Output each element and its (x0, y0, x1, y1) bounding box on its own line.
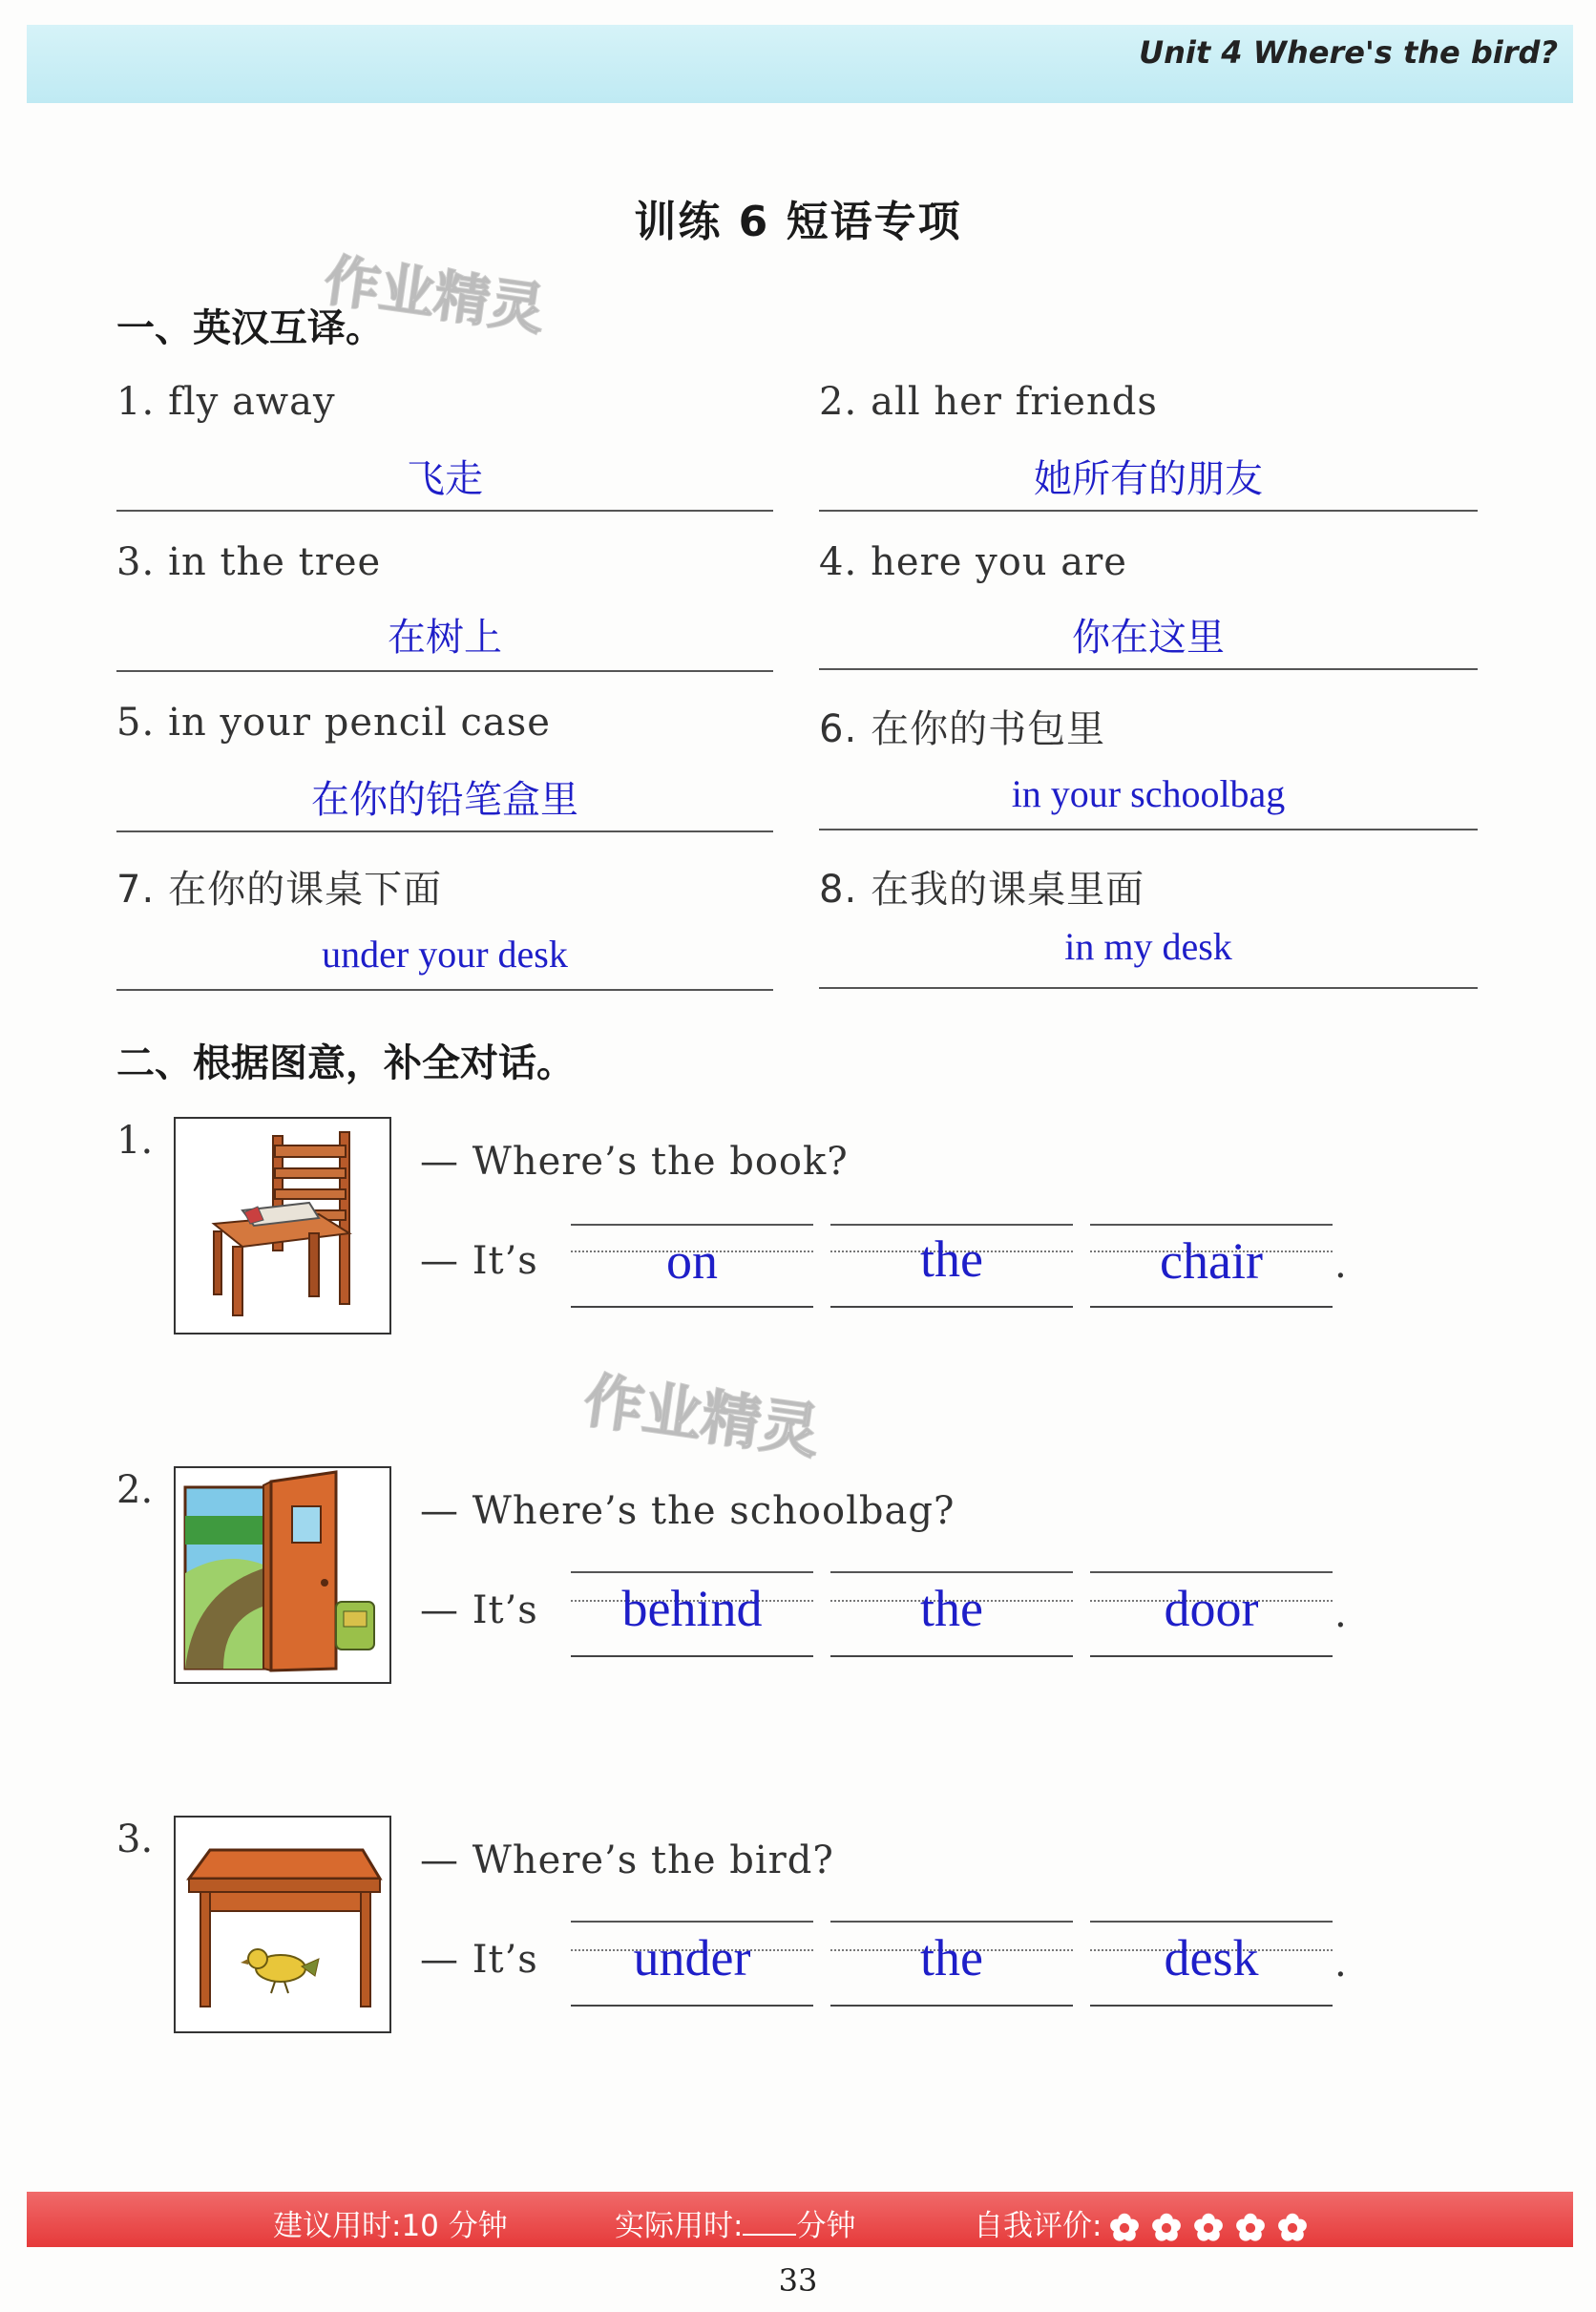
item-number: 6. (819, 707, 858, 751)
blank-answer: desk (1164, 1929, 1259, 1986)
blank-top-line (1090, 1921, 1333, 1923)
answer-line (116, 830, 773, 832)
blank-top-line (1090, 1224, 1333, 1226)
item-answer: 在树上 (388, 616, 502, 660)
answer-line (819, 987, 1478, 989)
dialogue-lead: — It’s (420, 1239, 538, 1283)
answer-line (819, 668, 1478, 670)
flower-icon (1189, 2212, 1228, 2244)
actual-time-unit: 分钟 (796, 2209, 856, 2243)
dialogue-question: — Where’s the schoolbag? (420, 1489, 956, 1533)
answer-line (116, 989, 773, 991)
sentence-end: . (1334, 1243, 1347, 1287)
exercise-item (819, 859, 1144, 914)
blank-top-line (830, 1921, 1073, 1923)
item-number: 4. (819, 540, 858, 584)
blank-answer: under (633, 1929, 751, 1986)
watermark: 作业精灵 (320, 247, 549, 343)
flower-icon (1273, 2212, 1312, 2244)
answer-line (819, 510, 1478, 512)
answer-line (116, 510, 773, 512)
section-title-translation: 一、英汉互译。 (116, 306, 384, 350)
dialogue-lead: — It’s (420, 1588, 538, 1632)
flower-icon (1147, 2212, 1186, 2244)
item-prompt: 在你的课桌下面 (168, 868, 443, 912)
item-number: 8. (819, 868, 858, 912)
blank-answer: chair (1160, 1232, 1263, 1290)
item-number: 2. (819, 380, 858, 424)
item-number: 7. (116, 868, 156, 912)
item-number: 2. (116, 1468, 154, 1512)
exercise-item (116, 380, 336, 424)
page-number: 33 (778, 2262, 818, 2299)
section-title-dialogue: 二、根据图意，补全对话。 (116, 1041, 575, 1085)
item-prompt: fly away (168, 380, 336, 424)
door-icon (176, 1468, 389, 1682)
blank-answer: on (666, 1232, 718, 1290)
dialogue-lead: — It’s (420, 1938, 538, 1982)
answer-line (116, 670, 773, 672)
item-number: 1. (116, 1119, 154, 1163)
item-number: 3. (116, 1818, 154, 1861)
desk-icon (176, 1818, 389, 2031)
rating-stars (1102, 2209, 1312, 2243)
exercise-item (116, 701, 551, 745)
sentence-end: . (1334, 1592, 1347, 1636)
blank-answer: the (920, 1929, 983, 1986)
sentence-end: . (1334, 1942, 1347, 1986)
item-number: 3. (116, 540, 156, 584)
exercise-item (116, 540, 381, 584)
blank-top-line (571, 1224, 813, 1226)
actual-time-label: 实际用时: (615, 2209, 744, 2243)
watermark: 作业精灵 (579, 1365, 825, 1467)
dialogue-question: — Where’s the book? (420, 1140, 849, 1184)
bird-icon (241, 1949, 319, 1993)
item-answer: 你在这里 (1072, 616, 1225, 660)
suggested-time: 建议用时:10 分钟 (273, 2209, 508, 2243)
blank-top-line (830, 1571, 1073, 1573)
exercise-item (819, 540, 1127, 584)
dialogue-question: — Where’s the bird? (420, 1839, 834, 1882)
item-prompt: in your pencil case (168, 701, 551, 745)
item-prompt: 在你的书包里 (871, 707, 1106, 751)
actual-time (615, 2201, 855, 2244)
item-prompt: 在我的课桌里面 (871, 868, 1145, 912)
item-prompt: here you are (871, 540, 1127, 584)
door-with-schoolbag-picture (174, 1466, 391, 1684)
blank-answer: the (920, 1230, 983, 1288)
page-title: 训练 6 短语专项 (634, 198, 962, 246)
bird-under-desk-picture (174, 1816, 391, 2033)
chair-icon (176, 1119, 389, 1333)
self-rating (974, 2201, 1312, 2244)
exercise-item (819, 380, 1158, 424)
actual-time-blank (743, 2211, 796, 2236)
item-number: 5. (116, 701, 156, 745)
item-answer: 在你的铅笔盒里 (311, 778, 578, 822)
chair-with-book-picture (174, 1117, 391, 1335)
item-prompt: in the tree (168, 540, 382, 584)
item-answer: in my desk (1064, 925, 1232, 968)
item-number: 1. (116, 380, 156, 424)
answer-line (819, 829, 1478, 830)
self-rating-label: 自我评价: (974, 2209, 1102, 2243)
blank-top-line (571, 1571, 813, 1573)
flower-icon (1231, 2212, 1270, 2244)
blank-top-line (571, 1921, 813, 1923)
blank-top-line (830, 1224, 1073, 1226)
exercise-item (819, 699, 1105, 753)
blank-answer: behind (621, 1580, 763, 1637)
item-answer: under your desk (322, 933, 568, 976)
flower-icon (1105, 2212, 1144, 2244)
blank-answer: door (1164, 1580, 1259, 1637)
item-answer: 她所有的朋友 (1034, 457, 1263, 501)
exercise-item (116, 859, 442, 914)
item-answer: in your schoolbag (1011, 772, 1286, 815)
item-prompt: all her friends (871, 380, 1158, 424)
running-head: Unit 4 Where's the bird? (1139, 34, 1558, 71)
item-answer: 飞走 (407, 457, 483, 501)
blank-answer: the (920, 1580, 983, 1637)
blank-top-line (1090, 1571, 1333, 1573)
